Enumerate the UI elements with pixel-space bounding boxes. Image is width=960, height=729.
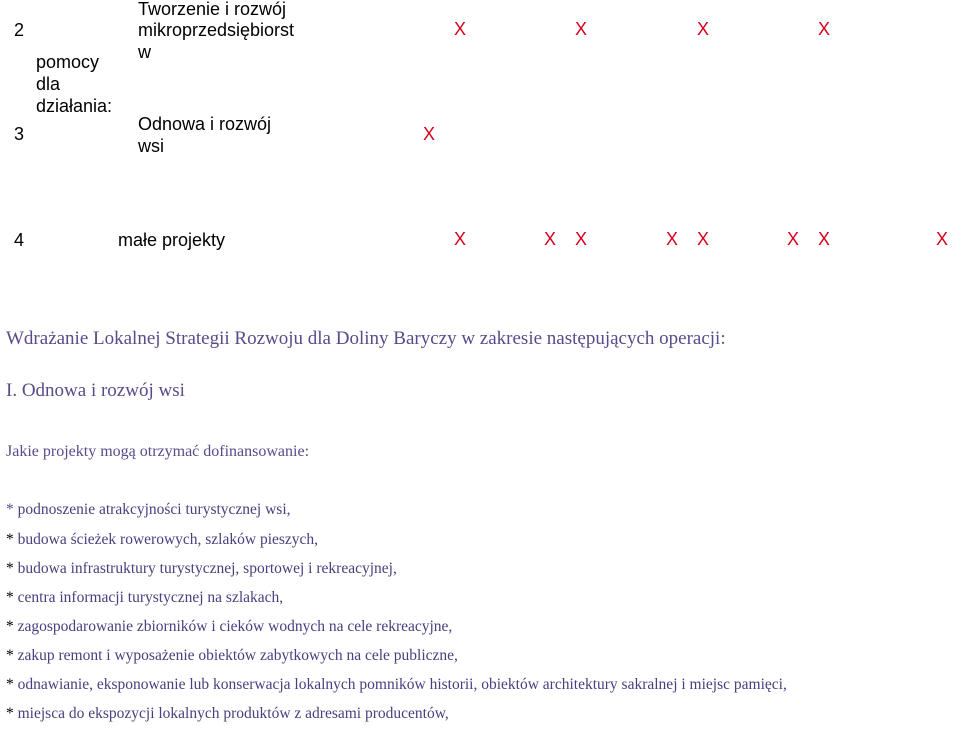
left-label-line2: dla bbox=[36, 74, 61, 94]
mark-row3-1: X bbox=[423, 124, 436, 144]
list-item bbox=[6, 501, 291, 519]
row-number-4: 4 bbox=[14, 230, 25, 250]
funding-question: Jakie projekty mogą otrzymać dofinansowanie: bbox=[6, 443, 310, 460]
list-item bbox=[6, 531, 318, 549]
list-item-text: miejsca do ekspozycji lokalnych produktów z adresami producentów, bbox=[17, 705, 449, 722]
list-bullet: * bbox=[6, 676, 14, 693]
left-label-line1: pomocy bbox=[36, 52, 100, 72]
list-bullet: * bbox=[6, 618, 14, 635]
list-item-text: podnoszenie atrakcyjności turystycznej wsi, bbox=[17, 501, 291, 518]
mark-row4-6: X bbox=[787, 229, 800, 249]
list-bullet: * bbox=[6, 705, 14, 722]
list-item bbox=[6, 618, 452, 636]
mark-row2-1: X bbox=[454, 19, 467, 39]
mark-row4-3: X bbox=[575, 229, 588, 249]
mark-row2-3: X bbox=[697, 19, 710, 39]
list-item-text: centra informacji turystycznej na szlakach, bbox=[17, 589, 284, 606]
list-item-text: odnawianie, eksponowanie lub konserwacja lokalnych pomników historii, obiektów architektury sakralnej i miejsc pamięci, bbox=[17, 676, 787, 693]
row2-name-line1: Tworzenie i rozwój bbox=[138, 0, 287, 19]
list-item-text: zakup remont i wyposażenie obiektów zabytkowych na cele publiczne, bbox=[17, 647, 458, 664]
section-heading: Wdrażanie Lokalnej Strategii Rozwoju dla Doliny Baryczy w zakresie następujących operacji: bbox=[6, 328, 726, 349]
row2-name-line3: w bbox=[138, 42, 151, 62]
list-bullet: * bbox=[6, 589, 14, 606]
row3-name-line2: wsi bbox=[138, 136, 164, 156]
left-label-line3: działania: bbox=[36, 96, 113, 116]
mark-row4-7: X bbox=[818, 229, 831, 249]
mark-row4-1: X bbox=[454, 229, 467, 249]
row2-name-line2: mikroprzedsiębiorst bbox=[138, 20, 295, 40]
mark-row4-5: X bbox=[697, 229, 710, 249]
mark-row2-2: X bbox=[575, 19, 588, 39]
list-item-text: zagospodarowanie zbiorników i cieków wodnych na cele rekreacyjne, bbox=[17, 618, 453, 635]
list-bullet: * bbox=[6, 531, 14, 548]
list-item bbox=[6, 705, 449, 723]
list-item bbox=[6, 560, 397, 578]
list-item bbox=[6, 676, 787, 694]
mark-row4-2: X bbox=[544, 229, 557, 249]
list-bullet: * bbox=[6, 560, 14, 577]
list-item bbox=[6, 589, 283, 607]
row-number-3: 3 bbox=[14, 124, 25, 144]
list-bullet: * bbox=[6, 501, 14, 518]
list-item bbox=[6, 647, 458, 665]
row3-name-line1: Odnowa i rozwój bbox=[138, 114, 272, 134]
mark-row4-4: X bbox=[666, 229, 679, 249]
list-item-text: budowa infrastruktury turystycznej, sportowej i rekreacyjnej, bbox=[17, 560, 397, 577]
section-subheading: I. Odnowa i rozwój wsi bbox=[6, 380, 185, 401]
mark-row4-8: X bbox=[936, 229, 949, 249]
row4-name: małe projekty bbox=[118, 230, 226, 250]
row-number-2: 2 bbox=[14, 20, 25, 40]
list-item-text: budowa ścieżek rowerowych, szlaków pieszych, bbox=[17, 531, 319, 548]
list-bullet: * bbox=[6, 647, 14, 664]
mark-row2-4: X bbox=[818, 19, 831, 39]
